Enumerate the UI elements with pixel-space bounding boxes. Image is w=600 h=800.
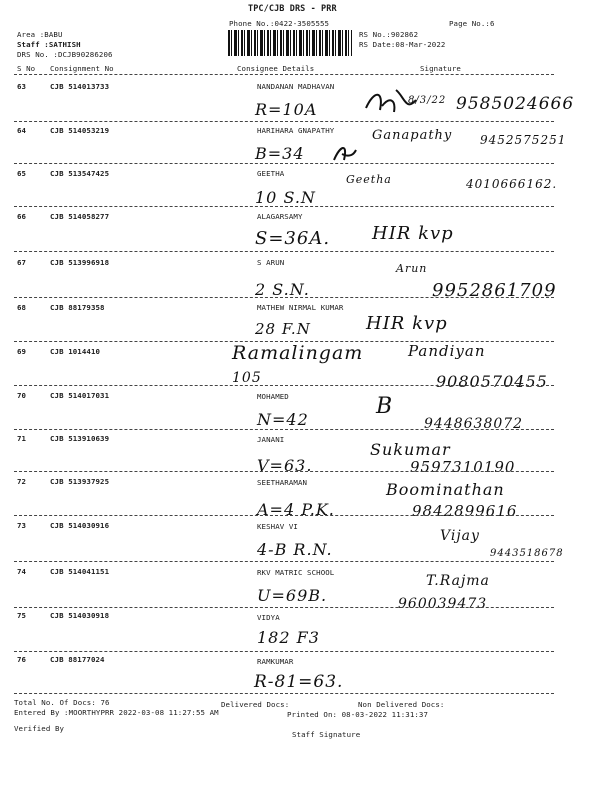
row-number: 63: [17, 82, 27, 91]
handwritten-address: V=63.: [257, 456, 313, 475]
row-divider: [14, 429, 554, 430]
row-divider: [14, 385, 554, 386]
consignment-number: CJB 513996918: [50, 258, 110, 267]
drs-number: DRS No. :DCJB90286206: [17, 50, 113, 59]
row-number: 71: [17, 434, 27, 443]
handwritten-address: 105: [232, 370, 262, 386]
consignment-number: CJB 514058277: [50, 212, 110, 221]
row-number: 67: [17, 258, 27, 267]
area-label: Area :BABU: [17, 30, 63, 39]
row-divider: [14, 515, 554, 516]
consignee-name: GEETHA: [257, 169, 285, 178]
col-consignment: Consignment No: [50, 64, 114, 73]
signature-scribble: [360, 86, 420, 120]
row-divider: [14, 693, 554, 694]
consignment-number: CJB 88179358: [50, 303, 105, 312]
handwritten-address: R-81=63.: [254, 672, 344, 692]
handwritten-address: 182 F3: [257, 628, 320, 647]
consignment-number: CJB 514030918: [50, 611, 110, 620]
col-sno: S No: [17, 64, 36, 73]
row-number: 75: [17, 611, 27, 620]
handwritten-phone: 4010666162.: [466, 177, 558, 191]
row-number: 72: [17, 477, 27, 486]
handwritten-address: B=34: [255, 144, 305, 163]
handwritten-signature: B: [376, 394, 394, 419]
handwritten-initials: HIR kvp: [372, 223, 454, 244]
consignee-name: NANDANAN MADHAVAN: [257, 82, 335, 91]
consignment-number: CJB 514041151: [50, 567, 110, 576]
consignee-name: MATHEW NIRMAL KUMAR: [257, 303, 344, 312]
row-divider: [14, 607, 554, 608]
row-divider: [14, 251, 554, 252]
consignment-number: CJB 514053219: [50, 126, 110, 135]
handwritten-address: R=10A: [255, 100, 318, 119]
handwritten-phone: 9443518678: [490, 548, 564, 559]
handwritten-address: N=42: [257, 410, 309, 429]
handwritten-address: U=69B.: [257, 586, 328, 605]
consignee-name: JANANI: [257, 435, 285, 444]
consignee-name: SEETHARAMAN: [257, 478, 308, 487]
handwritten-signature: Sukumar: [370, 440, 451, 459]
consignee-name: KESHAV VI: [257, 522, 298, 531]
handwritten-address: S=36A.: [255, 228, 331, 249]
handwritten-phone: 9585024666: [456, 94, 575, 114]
handwritten-initials: HIR kvp: [366, 313, 448, 334]
staff-signature: Staff Signature: [292, 730, 361, 739]
consignment-number: CJB 514013733: [50, 82, 110, 91]
consignment-number: CJB 513910639: [50, 434, 110, 443]
handwritten-signature: T.Rajma: [426, 573, 490, 589]
row-divider: [14, 471, 554, 472]
staff-label: Staff :SATHISH: [17, 40, 81, 49]
consignee-name: MOHAMED: [257, 392, 289, 401]
row-number: 76: [17, 655, 27, 664]
barcode: [228, 30, 352, 56]
row-divider: [14, 561, 554, 562]
rs-number: RS No.:902862: [359, 30, 419, 39]
consignee-name: VIDYA: [257, 613, 280, 622]
handwritten-phone: 9952861709: [432, 280, 557, 301]
row-divider: [14, 163, 554, 164]
consignment-number: CJB 1014410: [50, 347, 101, 356]
consignment-number: CJB 513547425: [50, 169, 110, 178]
header-divider: [14, 74, 554, 75]
document-title: TPC/CJB DRS - PRR: [248, 4, 337, 14]
handwritten-name: Geetha: [346, 173, 392, 186]
handwritten-name: Ramalingam: [232, 342, 364, 364]
row-divider: [14, 121, 554, 122]
page-number: Page No.:6: [449, 19, 495, 28]
total-docs: Total No. Of Docs: 76: [14, 698, 110, 707]
row-number: 73: [17, 521, 27, 530]
handwritten-signature: Boominathan: [386, 480, 505, 499]
printed-on: Printed On: 08-03-2022 11:31:37: [287, 710, 429, 719]
handwritten-address: 28 F.N: [255, 320, 311, 338]
row-number: 65: [17, 169, 27, 178]
handwritten-signature: Pandiyan: [408, 342, 486, 360]
verified-by: Verified By: [14, 724, 65, 733]
non-delivered-docs: Non Delivered Docs:: [358, 700, 445, 709]
row-divider: [14, 297, 554, 298]
consignment-number: CJB 514017031: [50, 391, 110, 400]
row-number: 68: [17, 303, 27, 312]
entered-by: Entered By :MOORTHYPRR 2022-03-08 11:27:55 AM: [14, 708, 219, 717]
consignee-name: RKV MATRIC SCHOOL: [257, 568, 335, 577]
consignment-number: CJB 513937925: [50, 477, 110, 486]
handwritten-address: 4-B R.N.: [257, 540, 333, 559]
row-number: 66: [17, 212, 27, 221]
consignee-name: HARIHARA GNAPATHY: [257, 126, 335, 135]
row-number: 70: [17, 391, 27, 400]
handwritten-date: 8/3/22: [408, 95, 447, 106]
handwritten-address: 10 S.N: [255, 188, 316, 207]
col-consignee: Consignee Details: [237, 64, 315, 73]
rs-date: RS Date:08-Mar-2022: [359, 40, 446, 49]
col-signature: Signature: [420, 64, 461, 73]
consignment-number: CJB 88177024: [50, 655, 105, 664]
consignee-name: RAMKUMAR: [257, 657, 294, 666]
row-number: 74: [17, 567, 27, 576]
handwritten-name: Ganapathy: [372, 128, 453, 143]
row-divider: [14, 206, 554, 207]
handwritten-phone: 9842899616: [412, 502, 518, 520]
handwritten-signature: Vijay: [440, 528, 480, 544]
handwritten-phone: 960039473: [398, 596, 488, 612]
delivered-docs: Delivered Docs:: [221, 700, 290, 709]
handwritten-address: 2 S.N.: [255, 280, 310, 299]
row-number: 64: [17, 126, 27, 135]
consignment-number: CJB 514030916: [50, 521, 110, 530]
handwritten-phone: 9448638072: [424, 416, 524, 432]
row-number: 69: [17, 347, 27, 356]
phone-number: Phone No.:0422-3505555: [229, 19, 330, 28]
handwritten-address: A=4 P.K.: [257, 500, 335, 519]
consignee-name: S ARUN: [257, 258, 285, 267]
handwritten-phone: 9452575251: [480, 133, 567, 147]
handwritten-name: Arun: [396, 262, 428, 275]
handwritten-phone: 9597310190: [410, 458, 516, 476]
handwritten-phone: 9080570455: [436, 372, 548, 391]
consignee-name: ALAGARSAMY: [257, 212, 303, 221]
row-divider: [14, 651, 554, 652]
